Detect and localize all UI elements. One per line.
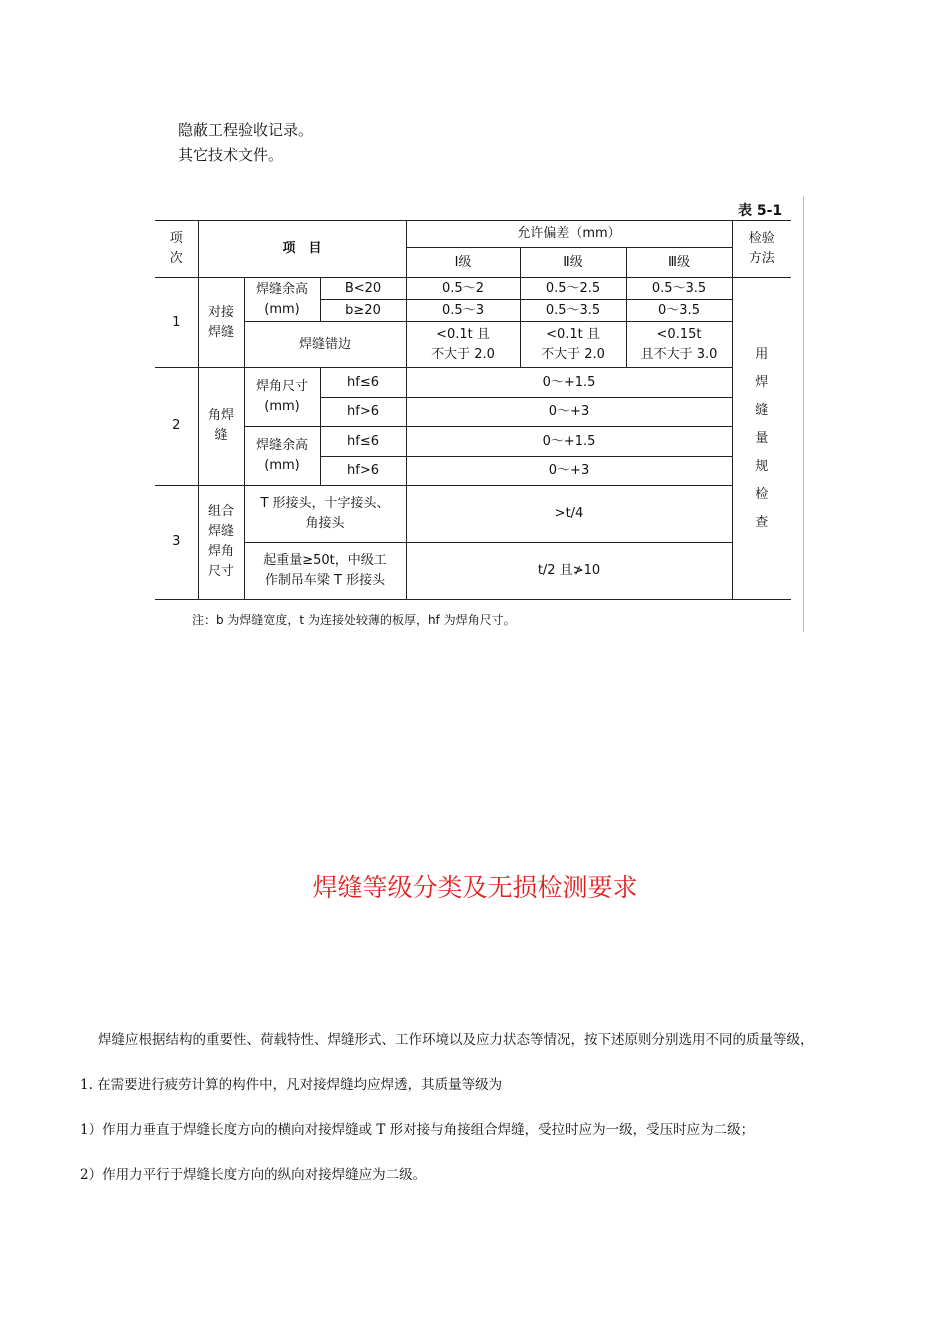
group3-name: 组合 焊缝 焊角 尺寸 bbox=[198, 485, 244, 599]
group1-reinforcement: 焊缝余高 (mm) bbox=[244, 278, 320, 322]
table-cell: hf≤6 bbox=[320, 368, 406, 398]
table-cell: >t/4 bbox=[406, 485, 732, 542]
group1-cond-a: B<20 bbox=[320, 278, 406, 300]
group2-leg-size: 焊角尺寸 (mm) bbox=[244, 368, 320, 427]
table-cell: 0.5～3 bbox=[406, 300, 520, 322]
table-cell: 0.5～3.5 bbox=[626, 278, 732, 300]
section-heading: 焊缝等级分类及无损检测要求 bbox=[312, 873, 638, 902]
page-divider bbox=[803, 196, 804, 632]
paragraph: 2）作用力平行于焊缝长度方向的纵向对接焊缝应为二级。 bbox=[80, 1167, 427, 1183]
group2-reinforcement: 焊缝余高 (mm) bbox=[244, 427, 320, 485]
header-item-no: 项 次 bbox=[155, 221, 198, 278]
table-cell: 0～+3 bbox=[406, 398, 732, 427]
table-cell: hf>6 bbox=[320, 456, 406, 485]
table-label: 表 5-1 bbox=[738, 203, 783, 219]
paragraph: 1. 在需要进行疲劳计算的构件中，凡对接焊缝均应焊透，其质量等级为 bbox=[80, 1077, 503, 1093]
header-method: 检验 方法 bbox=[732, 221, 791, 278]
table-cell: hf>6 bbox=[320, 398, 406, 427]
group3-item-a: T 形接头，十字接头、 角接头 bbox=[244, 485, 406, 542]
group3-no: 3 bbox=[155, 485, 198, 599]
intro-line: 隐蔽工程验收记录。 bbox=[178, 121, 314, 139]
paragraph: 焊缝应根据结构的重要性、荷载特性、焊缝形式、工作环境以及应力状态等情况，按下述原则分别选用不同的质量等级， bbox=[98, 1032, 814, 1048]
table-cell: 0～+1.5 bbox=[406, 427, 732, 456]
table-cell: <0.15t 且不大于 3.0 bbox=[626, 322, 732, 368]
table-cell: 0～3.5 bbox=[626, 300, 732, 322]
intro-text bbox=[178, 118, 313, 168]
group2-no: 2 bbox=[155, 368, 198, 485]
table-cell: 0～+3 bbox=[406, 456, 732, 485]
table-cell: 0.5～2.5 bbox=[520, 278, 626, 300]
method-cell: 用 焊 缝 量 规 检 查 bbox=[732, 278, 791, 600]
table-cell: 0.5～3.5 bbox=[520, 300, 626, 322]
header-tolerance: 允许偏差（mm） bbox=[406, 221, 732, 248]
table-note: 注：b 为焊缝宽度，t 为连接处较薄的板厚，hf 为焊角尺寸。 bbox=[192, 613, 516, 627]
table-cell: 0.5～2 bbox=[406, 278, 520, 300]
group1-cond-b: b≥20 bbox=[320, 300, 406, 322]
table-cell: t/2 且≯10 bbox=[406, 542, 732, 599]
table-cell: <0.1t 且 不大于 2.0 bbox=[520, 322, 626, 368]
header-grade1: Ⅰ级 bbox=[406, 248, 520, 278]
header-grade2: Ⅱ级 bbox=[520, 248, 626, 278]
table-cell: <0.1t 且 不大于 2.0 bbox=[406, 322, 520, 368]
group2-name: 角焊 缝 bbox=[198, 368, 244, 485]
group1-no: 1 bbox=[155, 278, 198, 368]
header-grade3: Ⅲ级 bbox=[626, 248, 732, 278]
table-cell: 0～+1.5 bbox=[406, 368, 732, 398]
group1-undercut: 焊缝错边 bbox=[244, 322, 406, 368]
intro-line: 其它技术文件。 bbox=[178, 146, 284, 164]
weld-tolerance-table bbox=[155, 220, 791, 600]
group3-item-b: 起重量≥50t，中级工 作制吊车梁 T 形接头 bbox=[244, 542, 406, 599]
table-cell: hf≤6 bbox=[320, 427, 406, 456]
group1-name: 对接 焊缝 bbox=[198, 278, 244, 368]
header-item: 项 目 bbox=[198, 221, 406, 278]
paragraph: 1）作用力垂直于焊缝长度方向的横向对接焊缝或 T 形对接与角接组合焊缝，受拉时应为一级，受压时应为二级； bbox=[80, 1122, 755, 1138]
